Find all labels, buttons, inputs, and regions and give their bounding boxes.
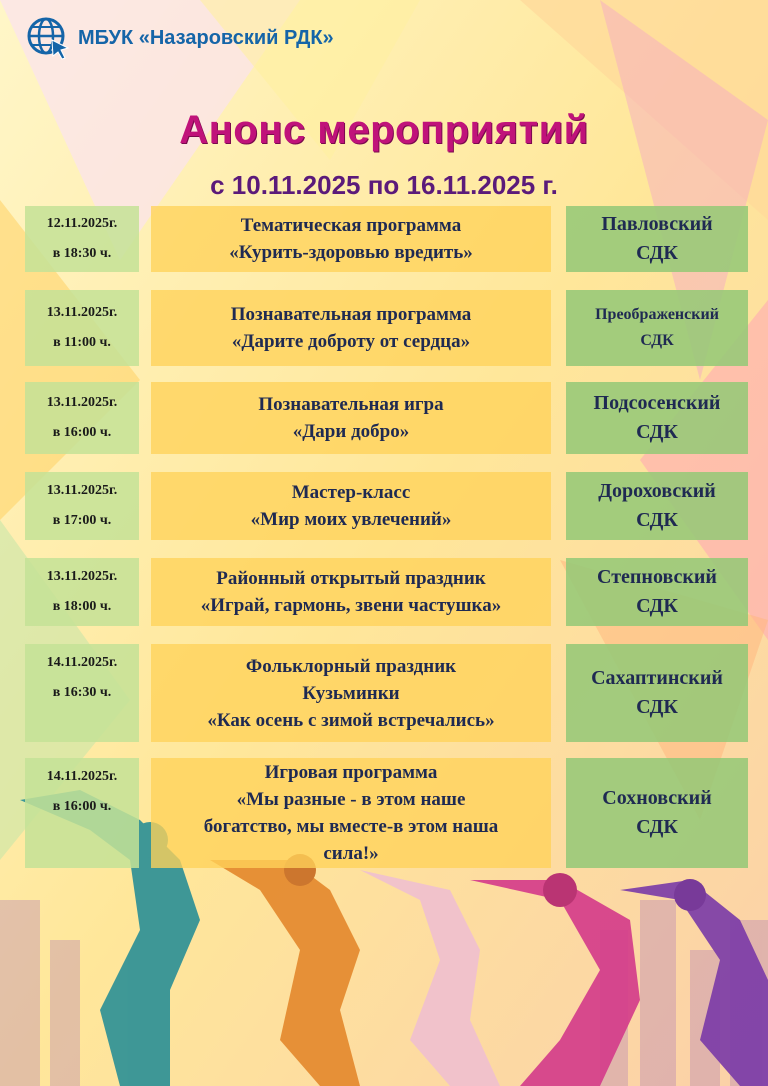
event-title-line: Районный открытый праздник — [216, 568, 486, 589]
organization-name: МБУК «Назаровский РДК» — [78, 26, 334, 49]
event-title-cell — [151, 558, 551, 626]
event-venue-cell — [566, 382, 748, 454]
event-title-line: «Как осень с зимой встречались» — [207, 709, 495, 731]
event-date-cell — [25, 290, 139, 366]
event-venue-cell — [566, 290, 748, 366]
event-venue-cell — [566, 206, 748, 272]
event-title-line: Тематическая программа — [240, 215, 462, 236]
event-time: в 18:30 ч. — [52, 246, 112, 261]
event-title-line: «Курить-здоровью вредить» — [229, 242, 473, 263]
venue-type: СДК — [636, 421, 678, 443]
date-range-subtitle: с 10.11.2025 по 16.11.2025 г. — [210, 170, 558, 200]
event-date-cell — [25, 758, 139, 868]
globe-cursor-icon — [26, 16, 70, 60]
event-date: 13.11.2025г. — [46, 569, 118, 584]
venue-name: Степновский — [597, 566, 717, 588]
event-time: в 18:00 ч. — [52, 599, 112, 614]
venue-type: СДК — [636, 696, 678, 718]
venue-name: Подсосенский — [593, 392, 721, 414]
event-title-cell — [151, 472, 551, 540]
event-title-line: Мастер-класс — [291, 482, 411, 503]
event-title-line: «Мир моих увлечений» — [250, 509, 452, 530]
event-title-cell — [151, 290, 551, 366]
event-venue-cell — [566, 558, 748, 626]
event-venue-cell — [566, 472, 748, 540]
event-title-line: Познавательная игра — [258, 394, 444, 415]
venue-type: СДК — [636, 595, 678, 617]
venue-name: Павловский — [601, 213, 713, 235]
event-date: 14.11.2025г. — [46, 655, 118, 670]
venue-name: Дороховский — [598, 480, 716, 502]
event-title-line: «Мы разные - в этом наше — [236, 789, 466, 810]
event-title-line: «Дарите доброту от сердца» — [231, 331, 471, 352]
event-time: в 16:30 ч. — [52, 685, 112, 700]
event-date: 13.11.2025г. — [46, 483, 118, 498]
event-title-line: Игровая программа — [264, 762, 438, 783]
venue-name: Сахаптинский — [591, 667, 723, 689]
event-date: 14.11.2025г. — [46, 769, 118, 784]
event-date: 13.11.2025г. — [46, 395, 118, 410]
event-title-cell — [151, 644, 551, 742]
event-title-line: «Дари добро» — [292, 421, 410, 442]
event-venue-cell — [566, 644, 748, 742]
venue-name: Преображенский — [595, 306, 719, 323]
event-date-cell — [25, 382, 139, 454]
event-title-line: богатство, мы вместе-в этом наша — [203, 816, 499, 837]
event-time: в 16:00 ч. — [52, 799, 112, 814]
event-title-cell — [151, 206, 551, 272]
venue-type: СДК — [636, 816, 678, 838]
event-time: в 11:00 ч. — [53, 335, 111, 350]
venue-type: СДК — [636, 509, 678, 531]
event-venue-cell — [566, 758, 748, 868]
event-title-line: Фольклорный праздник — [245, 655, 457, 677]
event-date: 12.11.2025г. — [46, 216, 118, 231]
event-date: 13.11.2025г. — [46, 305, 118, 320]
venue-name: Сохновский — [602, 787, 712, 809]
venue-type: СДК — [636, 242, 678, 264]
event-title-cell — [151, 382, 551, 454]
event-time: в 17:00 ч. — [52, 513, 112, 528]
event-title-line: сила!» — [323, 843, 379, 864]
header — [26, 16, 334, 60]
event-time: в 16:00 ч. — [52, 425, 112, 440]
event-date-cell — [25, 472, 139, 540]
venue-type: СДК — [640, 332, 674, 349]
event-title-cell — [151, 758, 551, 868]
event-date-cell — [25, 644, 139, 742]
event-date-cell — [25, 558, 139, 626]
event-title-line: «Играй, гармонь, звени частушка» — [200, 595, 502, 616]
event-title-line: Кузьминки — [302, 682, 400, 704]
event-date-cell — [25, 206, 139, 272]
page-title: Анонс мероприятий — [179, 108, 589, 152]
event-title-line: Познавательная программа — [230, 304, 472, 325]
